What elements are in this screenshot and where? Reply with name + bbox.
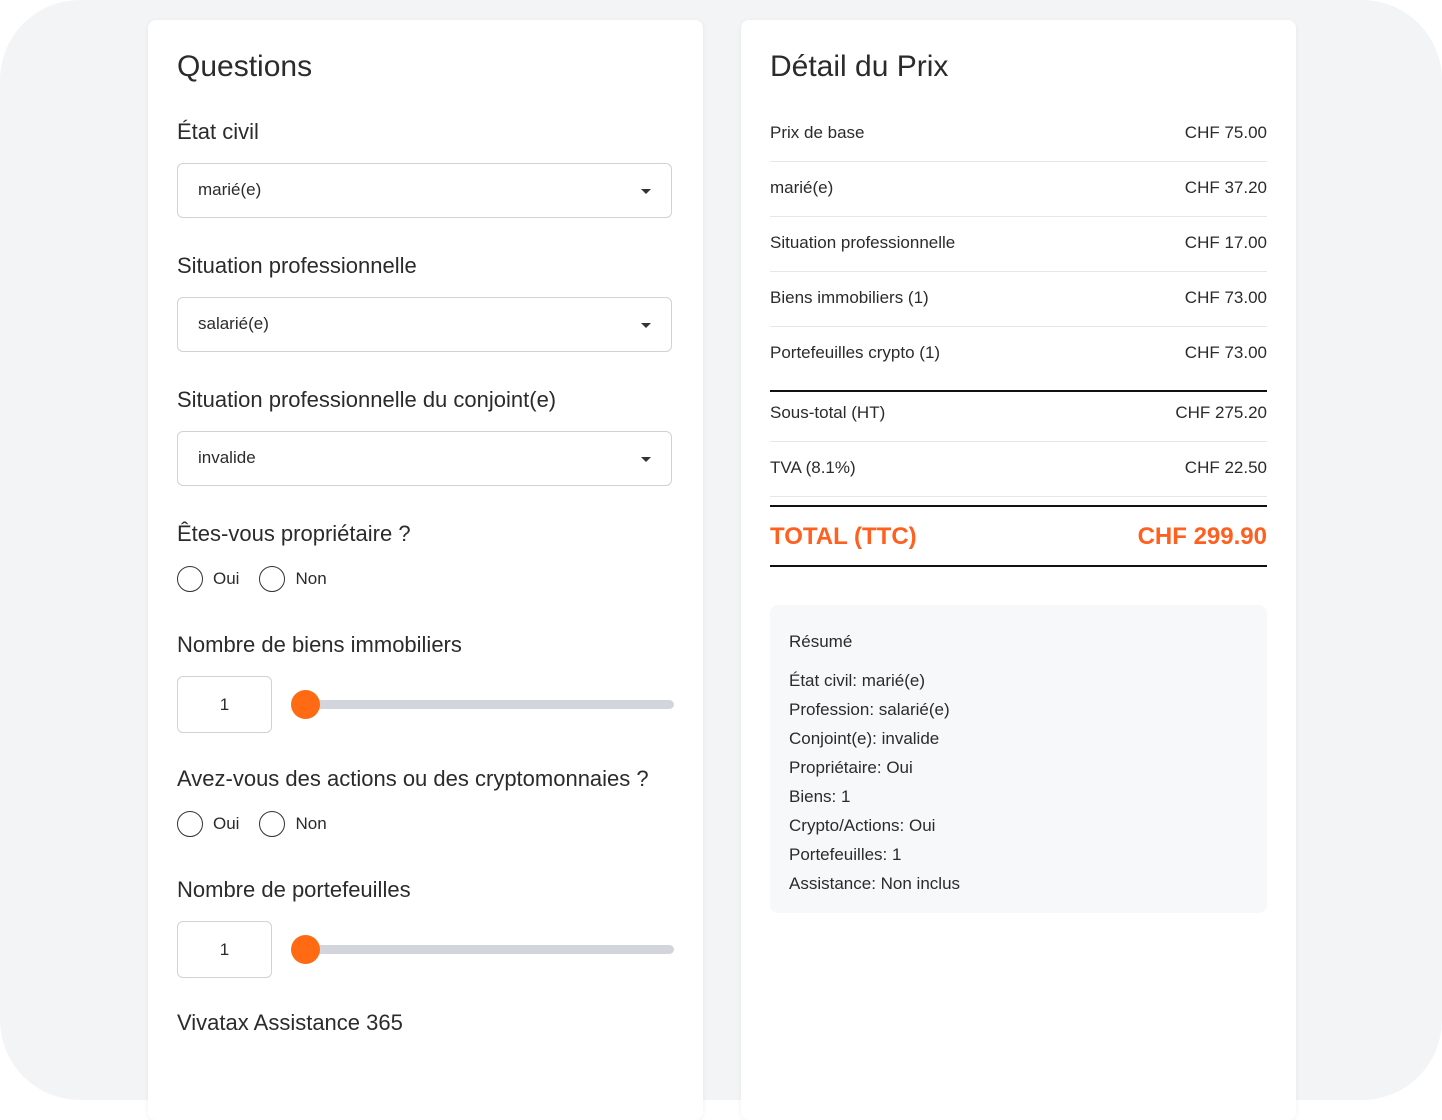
situation-pro-select[interactable] bbox=[177, 297, 672, 352]
tva-amount: CHF 22.50 bbox=[1184, 458, 1267, 477]
portefeuilles-slider-thumb[interactable] bbox=[291, 935, 320, 964]
radio-circle-icon bbox=[259, 566, 285, 592]
crypto-radio-group bbox=[177, 809, 347, 839]
summary-line: État civil: marié(e) bbox=[789, 671, 926, 690]
crypto-radio-non[interactable] bbox=[259, 811, 326, 837]
tva-label: TVA (8.1%) bbox=[770, 458, 856, 477]
summary-line: Assistance: Non inclus bbox=[789, 874, 961, 893]
radio-label: Oui bbox=[213, 569, 240, 588]
summary-box bbox=[770, 605, 1267, 913]
biens-label: Nombre de biens immobiliers bbox=[177, 632, 462, 657]
summary-line: Portefeuilles: 1 bbox=[789, 845, 902, 864]
price-row-label: marié(e) bbox=[770, 178, 834, 197]
assistance-label: Vivatax Assistance 365 bbox=[177, 1010, 403, 1035]
situation-conjoint-label: Situation professionnelle du conjoint(e) bbox=[177, 387, 557, 412]
etat-civil-value: marié(e) bbox=[198, 180, 262, 199]
proprietaire-radio-group bbox=[177, 564, 347, 594]
radio-circle-icon bbox=[177, 811, 203, 837]
radio-label: Non bbox=[295, 814, 327, 833]
price-row bbox=[770, 106, 1267, 162]
radio-circle-icon bbox=[177, 566, 203, 592]
etat-civil-select[interactable] bbox=[177, 163, 672, 218]
tva-row bbox=[770, 441, 1267, 497]
price-row-label: Portefeuilles crypto (1) bbox=[770, 343, 941, 362]
price-row bbox=[770, 326, 1267, 381]
crypto-label: Avez-vous des actions ou des cryptomonnaies ? bbox=[177, 766, 649, 791]
summary-line: Biens: 1 bbox=[789, 787, 851, 806]
price-row bbox=[770, 271, 1267, 327]
portefeuilles-label: Nombre de portefeuilles bbox=[177, 877, 411, 902]
situation-pro-value: salarié(e) bbox=[198, 314, 269, 333]
portefeuilles-slider[interactable] bbox=[291, 945, 674, 954]
proprietaire-radio-oui[interactable] bbox=[177, 566, 239, 592]
price-row-amount: CHF 75.00 bbox=[1184, 123, 1267, 142]
price-row-amount: CHF 37.20 bbox=[1184, 178, 1267, 197]
summary-line: Profession: salarié(e) bbox=[789, 700, 950, 719]
radio-circle-icon bbox=[259, 811, 285, 837]
price-card bbox=[741, 20, 1296, 1120]
etat-civil-label: État civil bbox=[177, 119, 259, 144]
price-row-amount: CHF 73.00 bbox=[1184, 343, 1267, 362]
radio-label: Non bbox=[295, 569, 327, 588]
price-row-amount: CHF 17.00 bbox=[1184, 233, 1267, 252]
summary-line: Propriétaire: Oui bbox=[789, 758, 913, 777]
situation-pro-label: Situation professionnelle bbox=[177, 253, 417, 278]
price-row bbox=[770, 161, 1267, 217]
chevron-down-icon bbox=[641, 457, 651, 462]
price-row-label: Biens immobiliers (1) bbox=[770, 288, 929, 307]
proprietaire-label: Êtes-vous propriétaire ? bbox=[177, 521, 411, 546]
subtotal-label: Sous-total (HT) bbox=[770, 403, 886, 422]
subtotal-amount: CHF 275.20 bbox=[1175, 403, 1267, 422]
chevron-down-icon bbox=[641, 323, 651, 328]
chevron-down-icon bbox=[641, 189, 651, 194]
summary-line: Conjoint(e): invalide bbox=[789, 729, 940, 748]
total-row bbox=[770, 505, 1267, 565]
situation-conjoint-select[interactable] bbox=[177, 431, 672, 486]
total-amount: CHF 299.90 bbox=[1137, 523, 1267, 550]
price-row-label: Situation professionnelle bbox=[770, 233, 956, 252]
questions-card bbox=[148, 20, 703, 1120]
situation-conjoint-value: invalide bbox=[198, 448, 256, 467]
summary-line: Crypto/Actions: Oui bbox=[789, 816, 936, 835]
biens-slider-thumb[interactable] bbox=[291, 690, 320, 719]
subtotal-row bbox=[770, 386, 1267, 442]
portefeuilles-number-input[interactable]: 1 bbox=[177, 921, 272, 978]
radio-label: Oui bbox=[213, 814, 240, 833]
crypto-radio-oui[interactable] bbox=[177, 811, 239, 837]
questions-title: Questions bbox=[177, 50, 313, 83]
biens-number-input[interactable]: 1 bbox=[177, 676, 272, 733]
biens-slider[interactable] bbox=[291, 700, 674, 709]
price-row-label: Prix de base bbox=[770, 123, 865, 142]
summary-title: Résumé bbox=[789, 632, 853, 651]
total-label: TOTAL (TTC) bbox=[770, 523, 917, 550]
price-title: Détail du Prix bbox=[770, 50, 949, 83]
price-row bbox=[770, 216, 1267, 272]
price-row-amount: CHF 73.00 bbox=[1184, 288, 1267, 307]
proprietaire-radio-non[interactable] bbox=[259, 566, 326, 592]
divider bbox=[770, 565, 1267, 567]
